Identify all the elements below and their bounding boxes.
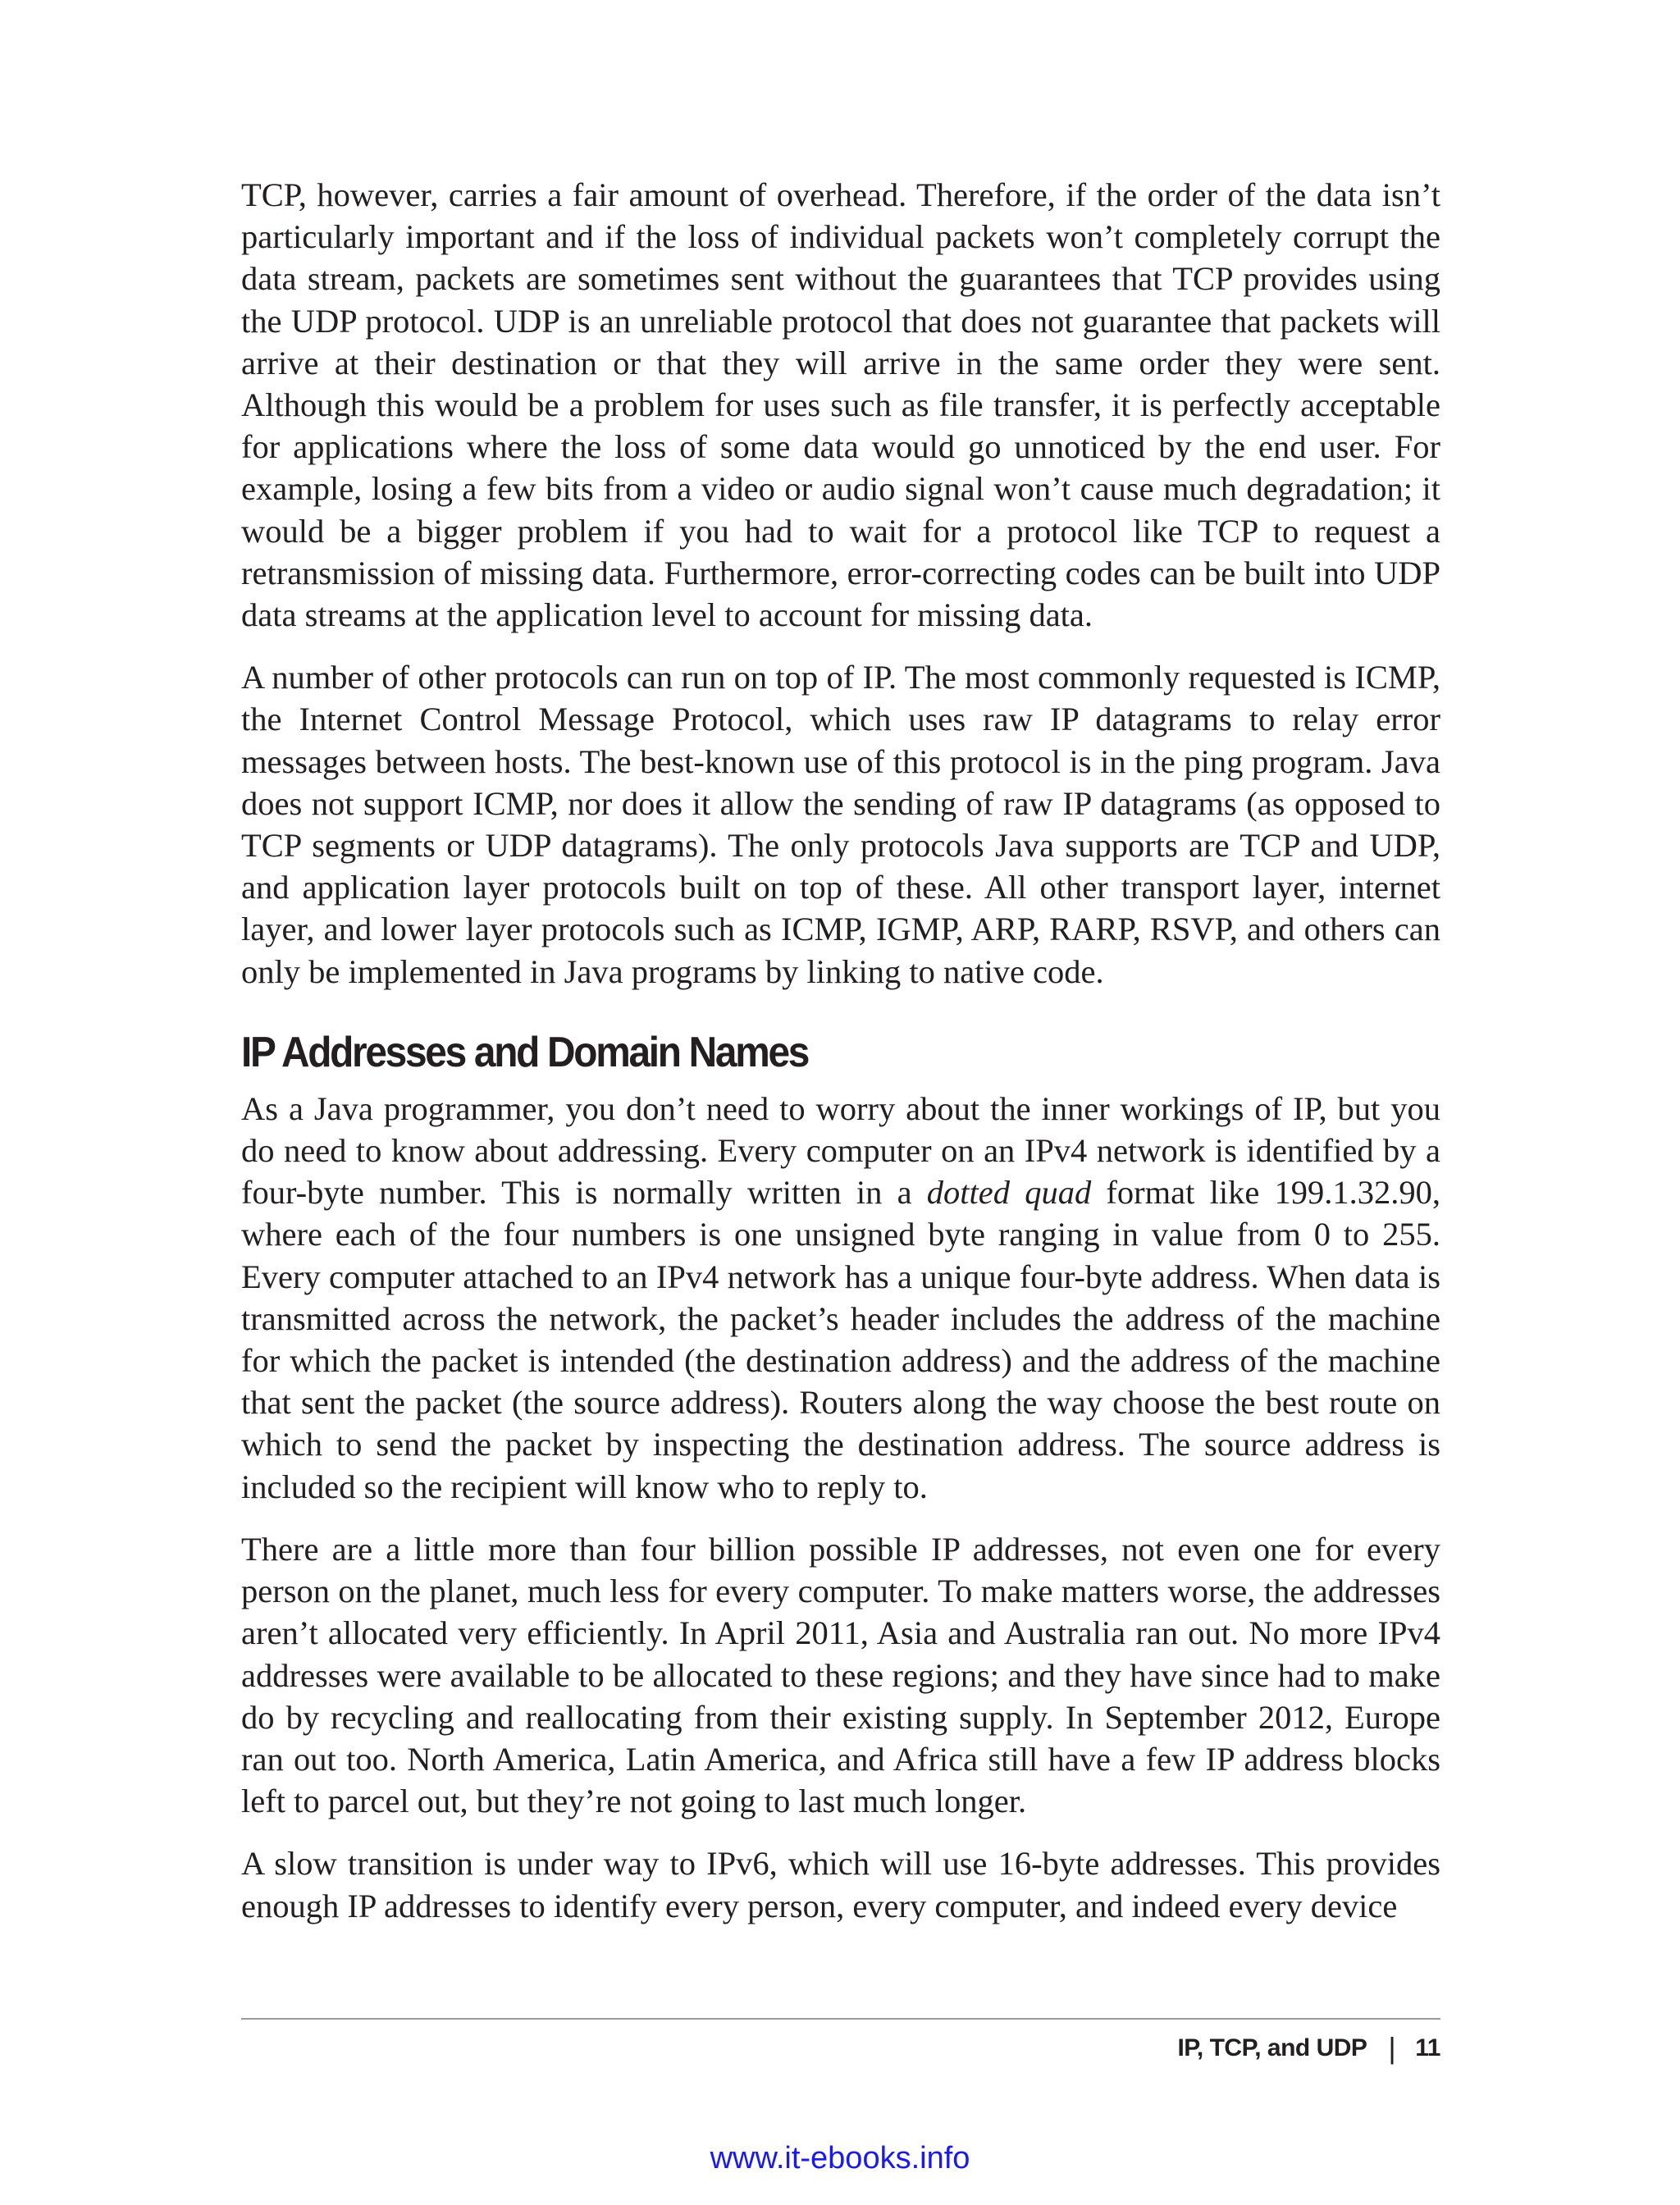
addressing-text-start: As a Java programmer, you don’t need to worry about the inner workings of IP, but you do need to know about addressing. Every computer on an IPv4 network is identified by a four-byte number. This is normally written in a — [241, 1089, 1440, 1212]
page-body — [241, 174, 1440, 1947]
page-number: 11 — [1415, 2034, 1440, 2061]
paragraph-address-exhaustion: There are a little more than four billion possible IP addresses, not even one for every person on the planet, much less for every computer. To make matters worse, the addresses aren’t allocated very efficiently. In April 2011, Asia and Australia ran out. No more IPv4 addresses were available to be allocated to these regions; and they have since had to make do by recycling and reallocating from their existing supply. In September 2012, Europe ran out too. North America, Latin America, and Africa still have a few IP address blocks left to parcel out, but they’re not going to last much longer. — [241, 1530, 1440, 1820]
section-heading: IP Addresses and Domain Names — [241, 1028, 809, 1076]
paragraph-other-protocols: A number of other protocols can run on top of IP. The most commonly requested is ICMP, the Internet Control Message Protocol, which uses raw IP datagrams to relay error messages between hosts. The best-known use of this protocol is in the ping program. Java does not support ICMP, nor does it allow the sending of raw IP datagrams (as opposed to TCP segments or UDP datagrams). The only protocols Java supports are TCP and UDP, and application layer protocols built on top of these. All other transport layer, internet layer, and lower layer protocols such as ICMP, IGMP, ARP, RARP, RSVP, and others can only be implemented in Java programs by linking to native code. — [241, 659, 1440, 990]
paragraph-udp-overhead: TCP, however, carries a fair amount of overhead. Therefore, if the order of the data isn’t particularly important and if the loss of individual packets won’t completely corrupt the data stream, packets are sometimes sent without the guarantees that TCP provides using the UDP protocol. UDP is an unreliable protocol that does not guarantee that packets will arrive at their destination or that they will arrive in the same order they were sent. Although this would be a problem for uses such as file transfer, it is perfectly acceptable for applications where the loss of some data would go unnoticed by the end user. For example, losing a few bits from a video or audio signal won’t cause much degradation; it would be a bigger problem if you had to wait for a protocol like TCP to request a retransmission of missing data. Furthermore, error-correcting codes can be built into UDP data streams at the application level to account for missing data. — [241, 176, 1440, 634]
paragraph-addressing — [241, 1088, 1440, 1508]
dotted-quad-term: dotted quad — [926, 1174, 1092, 1212]
page-footer — [1177, 2028, 1440, 2069]
paragraph-ipv6-transition: A slow transition is under way to IPv6, which will use 16-byte addresses. This provides enough IP addresses to identify every person, every computer, and indeed every device — [241, 1845, 1440, 1924]
footer-separator: | — [1388, 2031, 1396, 2065]
addressing-text-end: format like 199.1.32.90, where each of the four numbers is one unsigned byte ranging in value from 0 to 255. Every computer attached to an IPv4 network has a unique four-byte address. When data is transmitted across the network, the packet’s header includes the address of the machine for which the packet is intended (the destination address) and the address of the machine that sent the packet (the source address). Routers along the way choose the best route on which to send the packet by inspecting the destination address. The source address is included so the recipient will know who to reply to. — [241, 1174, 1441, 1505]
watermark-link[interactable]: www.it-ebooks.info — [710, 2141, 970, 2175]
footer-rule — [241, 2018, 1440, 2020]
running-head: IP, TCP, and UDP — [1177, 2034, 1367, 2061]
